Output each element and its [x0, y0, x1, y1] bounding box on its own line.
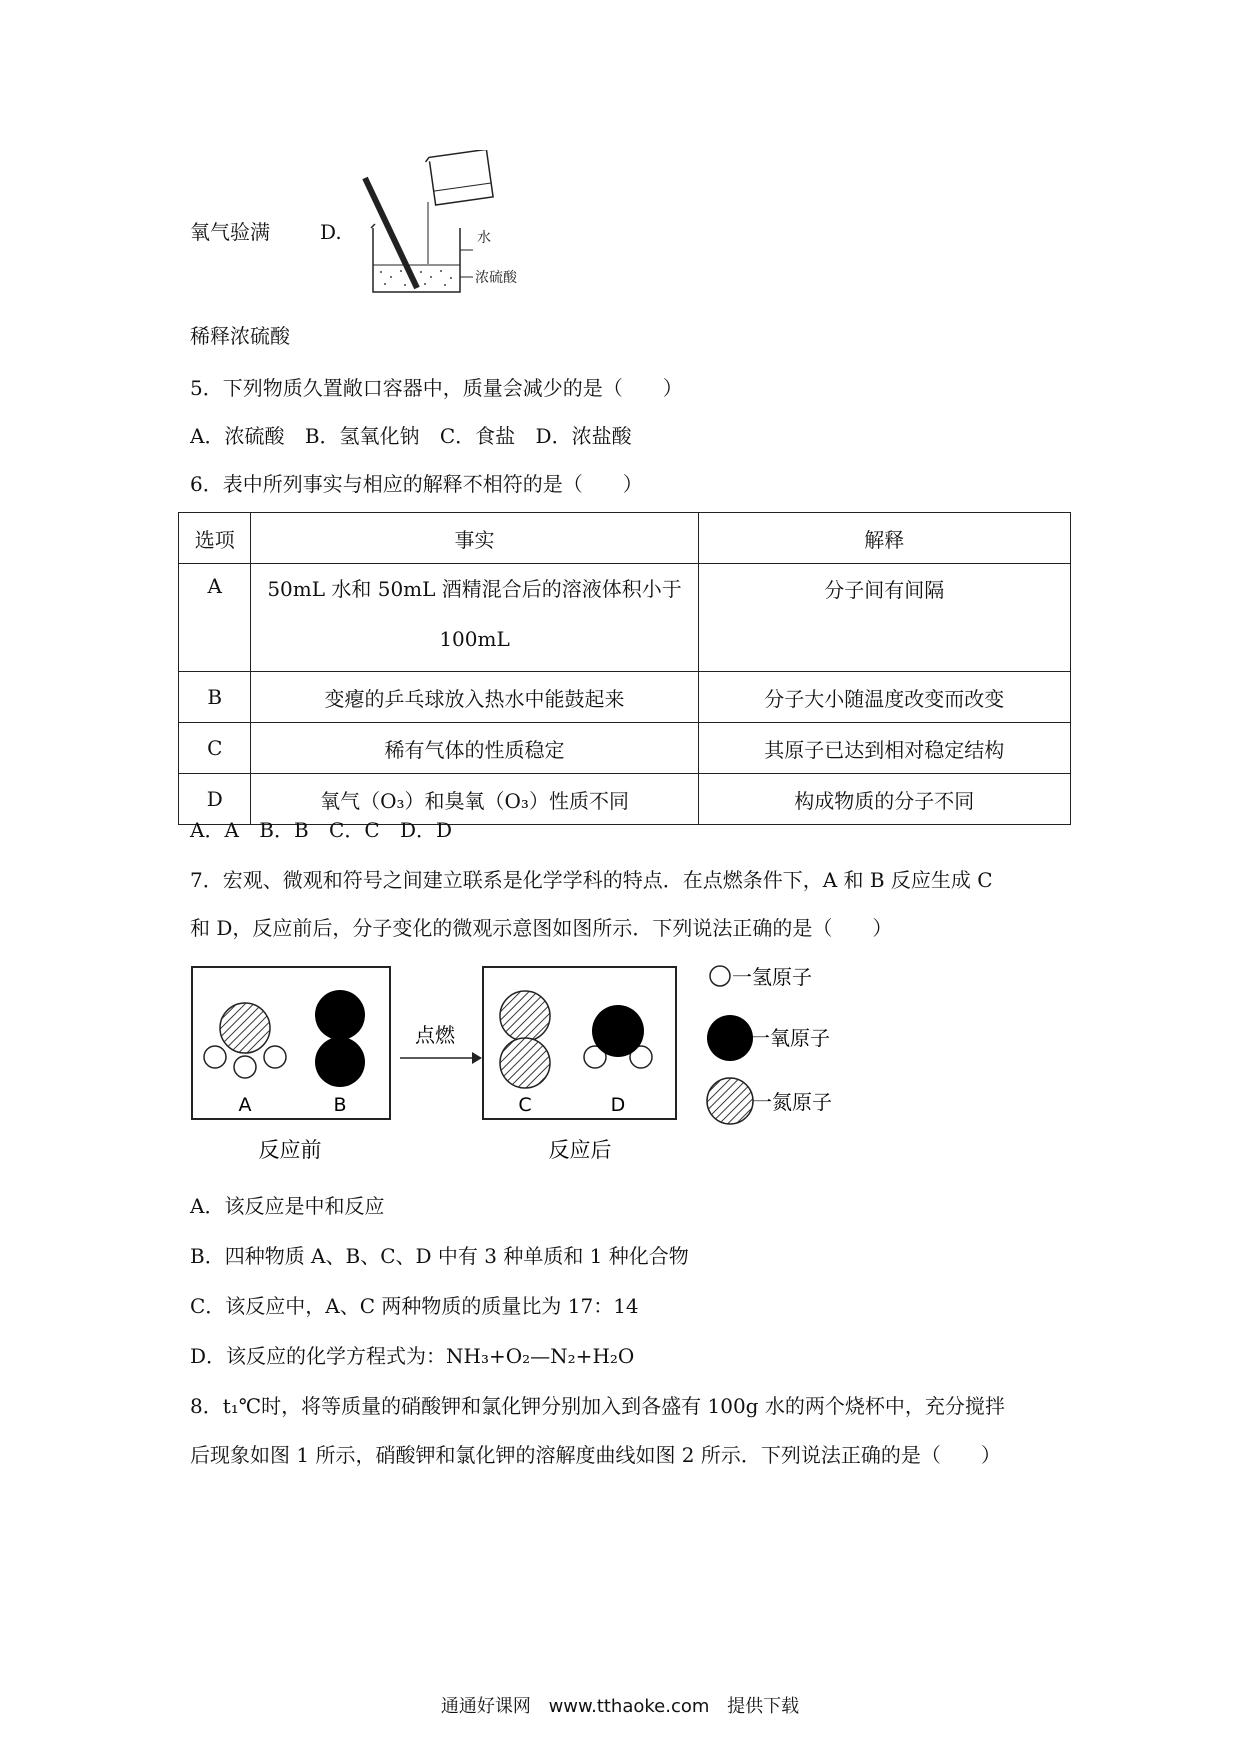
- header-explanation: 解释: [698, 513, 1070, 564]
- page-footer: [0, 1692, 1240, 1718]
- oxygen-atom-icon: [707, 1015, 753, 1061]
- after-caption: 反应后: [548, 1138, 612, 1162]
- q5-options: [190, 422, 646, 450]
- q4-d-label: D.: [320, 220, 342, 244]
- q5-option-d: D．浓盐酸: [535, 424, 632, 448]
- label-a: A: [238, 1094, 252, 1116]
- footer-url[interactable]: www.tthaoke.com: [548, 1696, 710, 1717]
- q7-stem-line2: 和 D，反应前后，分子变化的微观示意图如图所示．下列说法正确的是（ ）: [190, 916, 893, 940]
- arrow-label: 点燃: [415, 1023, 455, 1047]
- table-row: [179, 564, 1071, 672]
- legend: [707, 965, 832, 1124]
- q7-reaction-figure: [190, 965, 880, 1175]
- cell-explanation: 分子间有间隔: [698, 564, 1070, 672]
- legend-hydrogen: 一氢原子: [732, 965, 812, 989]
- label-c: C: [518, 1094, 532, 1116]
- nitrogen-atom-icon: [707, 1078, 753, 1124]
- cell-option: C: [179, 723, 251, 774]
- cell-explanation: 分子大小随温度改变而改变: [698, 672, 1070, 723]
- footer-note: 提供下载: [727, 1696, 800, 1717]
- header-fact: 事实: [251, 513, 698, 564]
- q6-option-c: C．C: [329, 818, 380, 842]
- cell-fact: 稀有气体的性质稳定: [251, 723, 698, 774]
- legend-oxygen: 一氧原子: [750, 1026, 830, 1050]
- table-row: [179, 672, 1071, 723]
- q8-stem-line1: 8．t₁℃时，将等质量的硝酸钾和氯化钾分别加入到各盛有 100g 水的两个烧杯中，充分搅拌: [190, 1394, 1005, 1418]
- q6-table: [178, 512, 1071, 825]
- q6-options: [190, 816, 466, 844]
- q6-stem: 6．表中所列事实与相应的解释不相符的是（ ）: [190, 472, 643, 496]
- molecule-d: [584, 1005, 652, 1068]
- molecule-c: [500, 991, 550, 1088]
- molecule-b: [315, 990, 365, 1087]
- q8-stem-line2: 后现象如图 1 所示，硝酸钾和氯化钾的溶解度曲线如图 2 所示．下列说法正确的是（ ）: [190, 1443, 1001, 1467]
- beaker-upper: [425, 150, 493, 206]
- before-caption: 反应前: [258, 1138, 322, 1162]
- cell-fact: 氧气（O₃）和臭氧（O₃）性质不同: [251, 774, 698, 825]
- cell-option: D: [179, 774, 251, 825]
- cell-option: A: [179, 564, 251, 672]
- cell-fact: 变瘪的乒乓球放入热水中能鼓起来: [251, 672, 698, 723]
- q7-option-b: B．四种物质 A、B、C、D 中有 3 种单质和 1 种化合物: [190, 1244, 689, 1268]
- cell-fact: [251, 564, 698, 672]
- q5-option-a: A．浓硫酸: [190, 424, 285, 448]
- before-box: [192, 967, 390, 1119]
- q7-option-a: A．该反应是中和反应: [190, 1194, 385, 1218]
- q4-c-caption: 氧气验满: [190, 220, 270, 244]
- q7-stem-line1: 7．宏观、微观和符号之间建立联系是化学学科的特点．在点燃条件下，A 和 B 反应生成 C: [190, 868, 993, 892]
- q4-d-caption: 稀释浓硫酸: [190, 324, 290, 348]
- label-conc-acid: 浓硫酸: [475, 270, 517, 286]
- q6-option-a: A．A: [190, 818, 239, 842]
- label-b: B: [333, 1094, 347, 1116]
- legend-nitrogen: 一氮原子: [752, 1090, 832, 1114]
- cell-fact-line2: 100mL: [439, 627, 510, 651]
- q7-option-c: C．该反应中，A、C 两种物质的质量比为 17：14: [190, 1294, 639, 1318]
- label-water: 水: [477, 230, 491, 246]
- cell-fact-line1: 50mL 水和 50mL 酒精混合后的溶液体积小于: [267, 577, 682, 601]
- table-header-row: [179, 513, 1071, 564]
- q5-option-c: C．食盐: [439, 424, 516, 448]
- q6-option-b: B．B: [259, 818, 309, 842]
- cell-explanation: 构成物质的分子不同: [698, 774, 1070, 825]
- q6-option-d: D．D: [399, 818, 453, 842]
- label-d: D: [610, 1094, 626, 1116]
- q4-d-figure: [355, 150, 525, 300]
- footer-site-name: 通通好课网: [440, 1696, 531, 1717]
- cell-option: B: [179, 672, 251, 723]
- q5-option-b: B．氢氧化钠: [304, 424, 420, 448]
- header-option: 选项: [179, 513, 251, 564]
- q7-option-d: D．该反应的化学方程式为：NH₃+O₂—N₂+H₂O: [190, 1344, 635, 1368]
- q5-stem: 5．下列物质久置敞口容器中，质量会减少的是（ ）: [190, 376, 683, 400]
- molecule-a: [204, 1003, 286, 1078]
- cell-explanation: 其原子已达到相对稳定结构: [698, 723, 1070, 774]
- table-row: [179, 723, 1071, 774]
- hydrogen-atom-icon: [710, 966, 730, 986]
